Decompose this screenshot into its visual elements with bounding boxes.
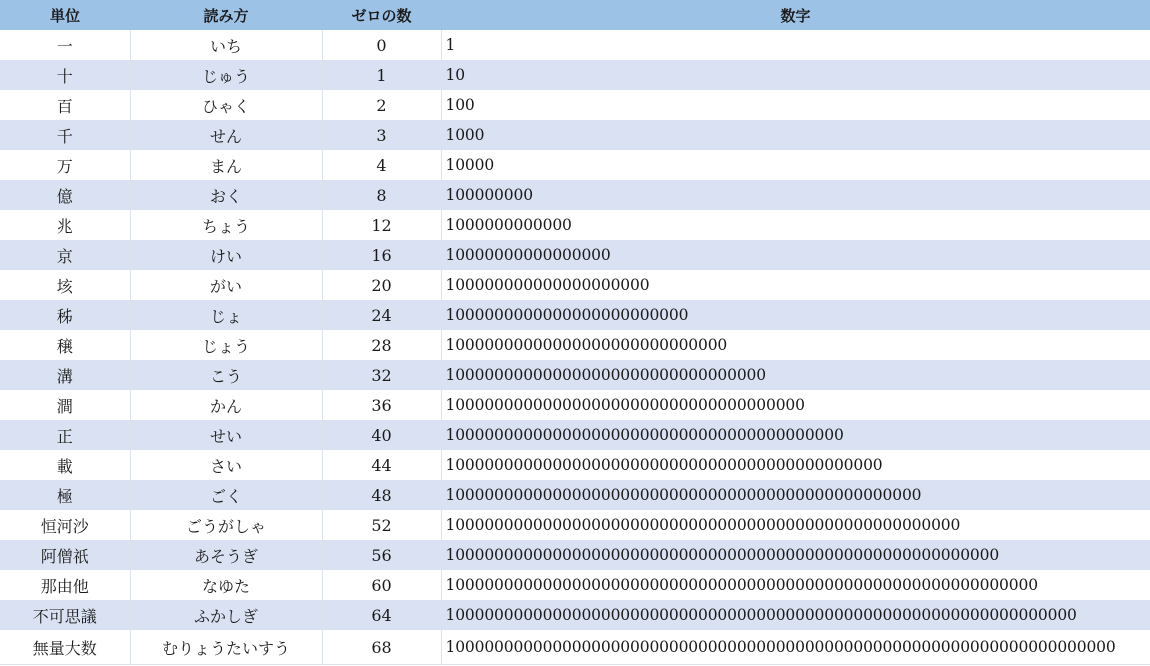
cell-zeros: 28: [322, 330, 441, 360]
cell-zeros: 0: [322, 30, 441, 60]
cell-reading: あそうぎ: [130, 540, 322, 570]
cell-reading: ちょう: [130, 210, 322, 240]
table-row: [0, 480, 1150, 510]
header-number: 数字: [441, 0, 1150, 30]
cell-reading: じょ: [130, 300, 322, 330]
cell-unit: 溝: [0, 360, 130, 390]
cell-number: 1000000000000: [441, 210, 1150, 240]
cell-zeros: 1: [322, 60, 441, 90]
cell-reading: ふかしぎ: [130, 600, 322, 630]
table-header-row: [0, 0, 1150, 30]
cell-unit: 正: [0, 420, 130, 450]
cell-reading: ひゃく: [130, 90, 322, 120]
cell-number: 100: [441, 90, 1150, 120]
cell-reading: むりょうたいすう: [130, 630, 322, 665]
cell-reading: おく: [130, 180, 322, 210]
table-row: [0, 120, 1150, 150]
cell-unit: 澗: [0, 390, 130, 420]
cell-reading: ごく: [130, 480, 322, 510]
table-row: [0, 390, 1150, 420]
cell-number: 100000000000000000000000000000000000000000000: [441, 450, 1150, 480]
cell-unit: 無量大数: [0, 630, 130, 665]
cell-unit: 垓: [0, 270, 130, 300]
cell-number: 100000000: [441, 180, 1150, 210]
cell-zeros: 32: [322, 360, 441, 390]
cell-reading: ごうがしゃ: [130, 510, 322, 540]
cell-number: 10000000000000000000000000000000000000000000000000000: [441, 510, 1150, 540]
cell-number: 1000000000000000000000000: [441, 300, 1150, 330]
cell-zeros: 12: [322, 210, 441, 240]
cell-reading: いち: [130, 30, 322, 60]
cell-zeros: 20: [322, 270, 441, 300]
cell-reading: せい: [130, 420, 322, 450]
cell-zeros: 64: [322, 600, 441, 630]
cell-zeros: 24: [322, 300, 441, 330]
cell-number: 1000000000000000000000000000000000000: [441, 390, 1150, 420]
cell-zeros: 8: [322, 180, 441, 210]
cell-zeros: 2: [322, 90, 441, 120]
cell-unit: 万: [0, 150, 130, 180]
cell-unit: 極: [0, 480, 130, 510]
cell-reading: なゆた: [130, 570, 322, 600]
cell-reading: がい: [130, 270, 322, 300]
table-row: [0, 240, 1150, 270]
cell-number: 10000000000000000000000000000: [441, 330, 1150, 360]
cell-number: 1000000000000000000000000000000000000000000000000000000000000: [441, 570, 1150, 600]
cell-number: 10: [441, 60, 1150, 90]
cell-number: 100000000000000000000000000000000000000000000000000000000: [441, 540, 1150, 570]
table-body: [0, 30, 1150, 665]
cell-reading: せん: [130, 120, 322, 150]
cell-unit: 穣: [0, 330, 130, 360]
cell-number: 1000: [441, 120, 1150, 150]
cell-unit: 兆: [0, 210, 130, 240]
cell-unit: 百: [0, 90, 130, 120]
table-row: [0, 630, 1150, 665]
cell-zeros: 16: [322, 240, 441, 270]
cell-number: 10000000000000000000000000000000000000000000000000000000000000000: [441, 600, 1150, 630]
cell-reading: じょう: [130, 330, 322, 360]
cell-zeros: 3: [322, 120, 441, 150]
cell-number: 10000000000000000: [441, 240, 1150, 270]
header-zeros: ゼロの数: [322, 0, 441, 30]
cell-number: 10000000000000000000000000000000000000000: [441, 420, 1150, 450]
cell-number: 100000000000000000000: [441, 270, 1150, 300]
cell-unit: 不可思議: [0, 600, 130, 630]
cell-reading: けい: [130, 240, 322, 270]
table-row: [0, 300, 1150, 330]
cell-unit: 阿僧祇: [0, 540, 130, 570]
cell-reading: さい: [130, 450, 322, 480]
cell-unit: 一: [0, 30, 130, 60]
cell-unit: 恒河沙: [0, 510, 130, 540]
cell-reading: こう: [130, 360, 322, 390]
table-row: [0, 150, 1150, 180]
table-row: [0, 60, 1150, 90]
cell-number: 1: [441, 30, 1150, 60]
cell-reading: かん: [130, 390, 322, 420]
cell-number: 100000000000000000000000000000000: [441, 360, 1150, 390]
cell-number: 1000000000000000000000000000000000000000000000000: [441, 480, 1150, 510]
cell-zeros: 56: [322, 540, 441, 570]
cell-zeros: 44: [322, 450, 441, 480]
cell-zeros: 36: [322, 390, 441, 420]
cell-zeros: 40: [322, 420, 441, 450]
cell-zeros: 68: [322, 630, 441, 665]
header-reading: 読み方: [130, 0, 322, 30]
cell-reading: じゅう: [130, 60, 322, 90]
table-row: [0, 600, 1150, 630]
cell-zeros: 52: [322, 510, 441, 540]
cell-number: 100000000000000000000000000000000000000000000000000000000000000000000: [441, 630, 1150, 665]
table-row: [0, 420, 1150, 450]
cell-unit: 京: [0, 240, 130, 270]
cell-number: 10000: [441, 150, 1150, 180]
cell-unit: 那由他: [0, 570, 130, 600]
table-row: [0, 180, 1150, 210]
table-row: [0, 510, 1150, 540]
cell-zeros: 4: [322, 150, 441, 180]
table-row: [0, 540, 1150, 570]
cell-reading: まん: [130, 150, 322, 180]
table-row: [0, 90, 1150, 120]
table-row: [0, 30, 1150, 60]
table-row: [0, 270, 1150, 300]
table-row: [0, 330, 1150, 360]
cell-zeros: 48: [322, 480, 441, 510]
cell-unit: 載: [0, 450, 130, 480]
cell-unit: 十: [0, 60, 130, 90]
table-row: [0, 360, 1150, 390]
header-unit: 単位: [0, 0, 130, 30]
cell-unit: 千: [0, 120, 130, 150]
table-row: [0, 570, 1150, 600]
table-row: [0, 210, 1150, 240]
cell-unit: 億: [0, 180, 130, 210]
table-row: [0, 450, 1150, 480]
cell-unit: 秭: [0, 300, 130, 330]
cell-zeros: 60: [322, 570, 441, 600]
